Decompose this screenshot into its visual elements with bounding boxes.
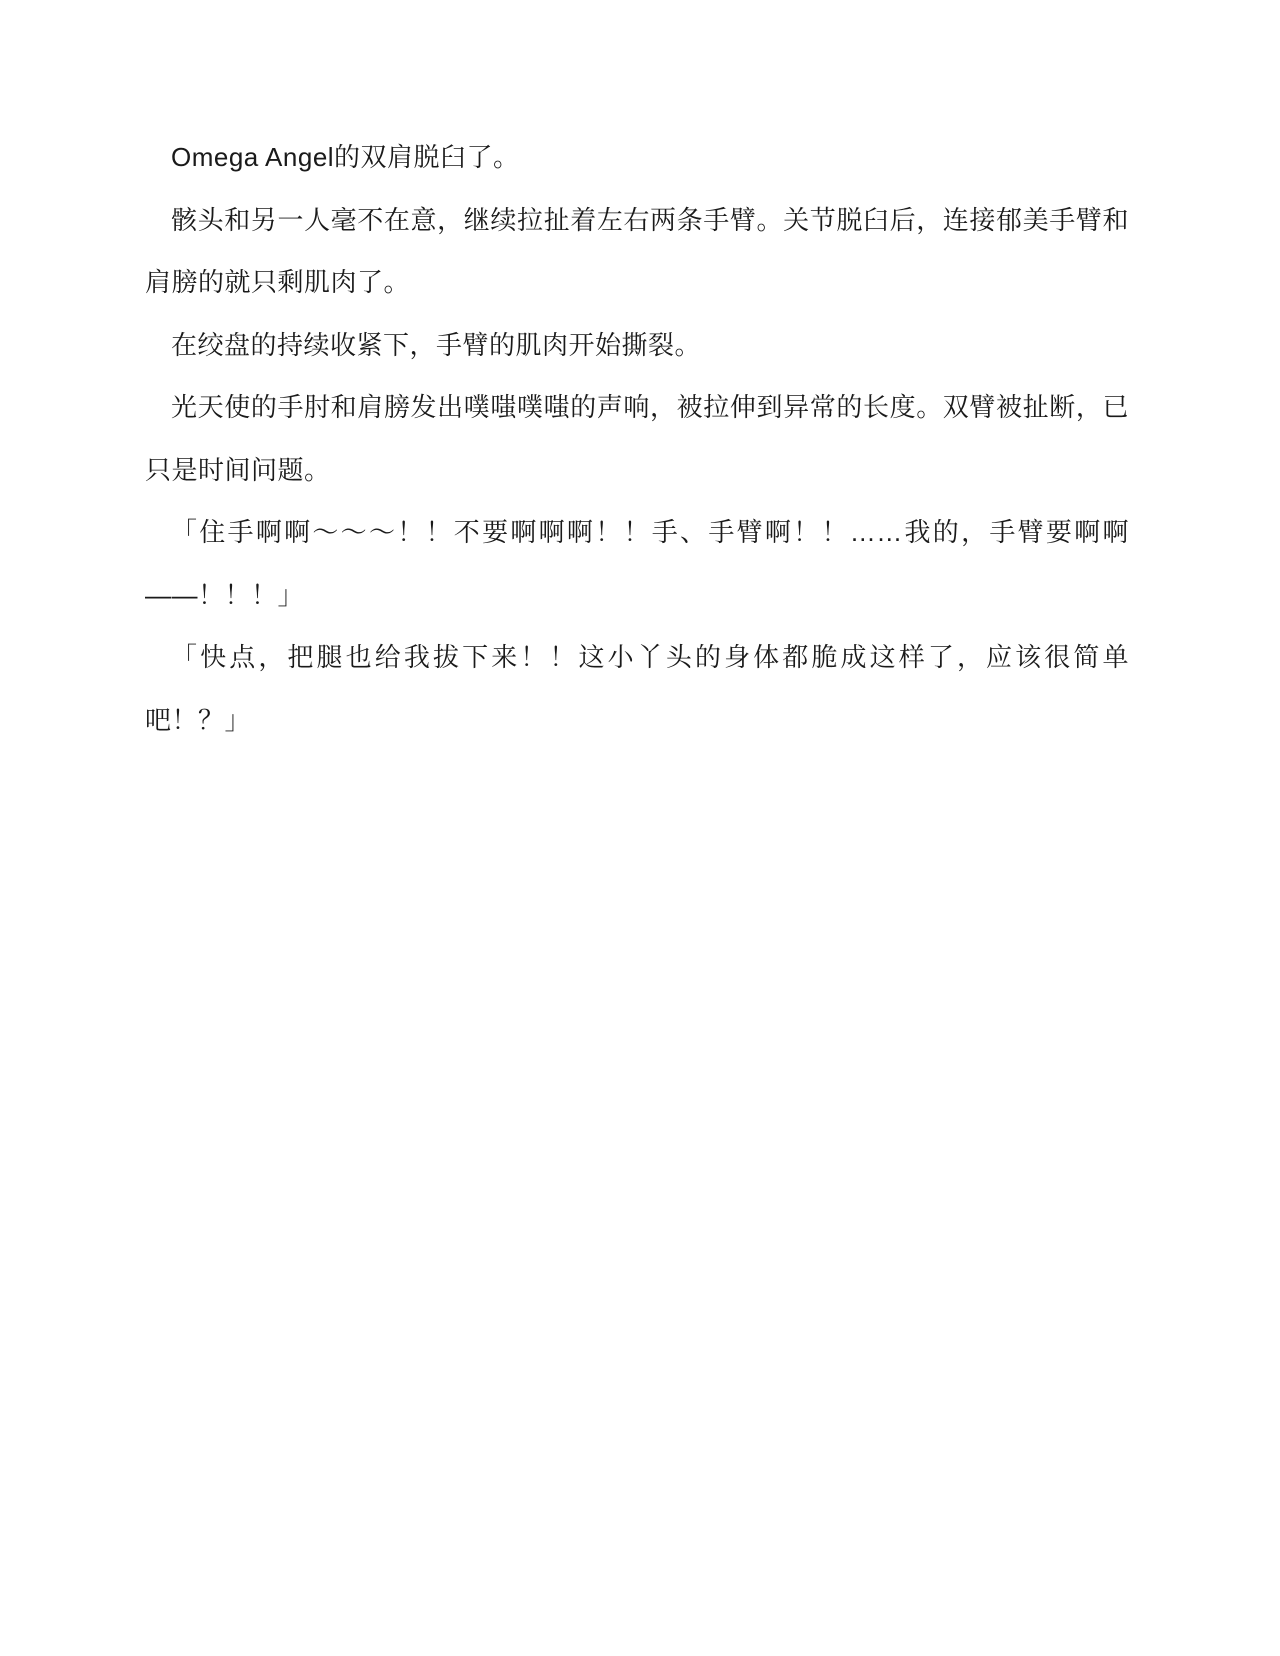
paragraph-5: 「住手啊啊～～～！！不要啊啊啊！！手、手臂啊！！……我的，手臂要啊啊——！！！」 [145,517,1129,610]
paragraph-4: 光天使的手肘和肩膀发出噗嗤噗嗤的声响，被拉伸到异常的长度。双臂被扯断，已只是时间问题。 [145,392,1129,485]
paragraph-3: 在绞盘的持续收紧下，手臂的肌肉开始撕裂。 [171,329,702,360]
paragraph-1: Omega Angel的双肩脱臼了。 [171,142,520,172]
paragraph-2: 骸头和另一人毫不在意，继续拉扯着左右两条手臂。关节脱臼后，连接郁美手臂和肩膀的就只剩肌肉了。 [145,204,1129,297]
paragraph-6: 「快点，把腿也给我拔下来！！这小丫头的身体都脆成这样了，应该很简单吧！？」 [145,642,1129,735]
text-content [145,126,1129,751]
